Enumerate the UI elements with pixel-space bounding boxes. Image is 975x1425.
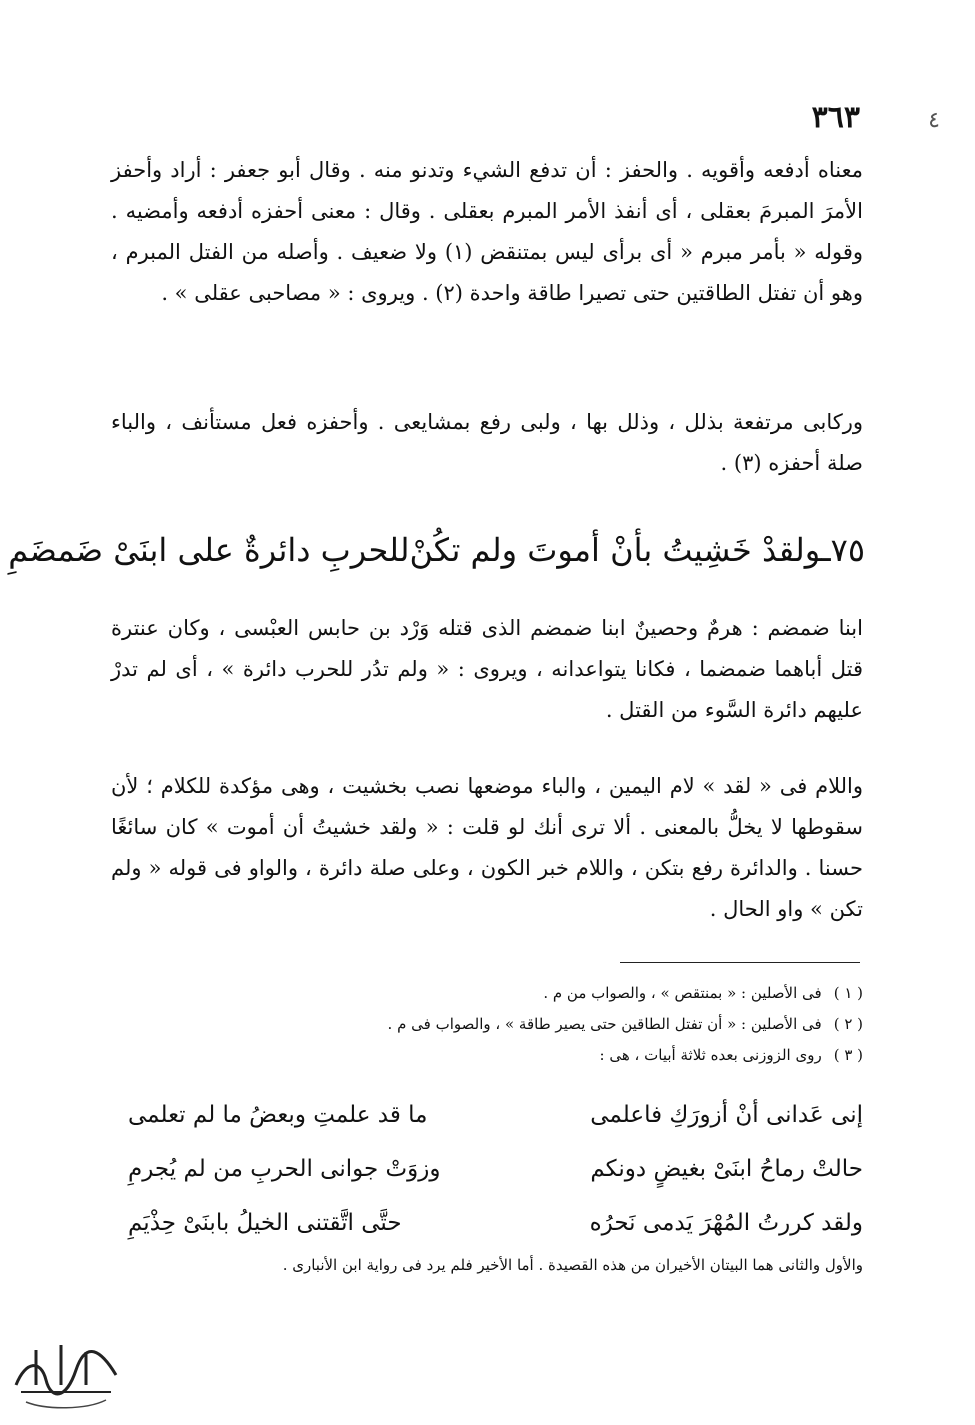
poem-line: [128, 1196, 863, 1250]
poem-left-hemistich: ما قد علمتِ وبعضُ ما لم تعلمى: [128, 1102, 428, 1128]
verse-line: [8, 520, 865, 580]
footnote-after-note: والأول والثانى هما البيتان الأخيران من هذه القصيدة . أما الأخير فلم يرد فى رواية ابن الأنبارى .: [282, 1256, 863, 1274]
commentary-paragraph: ابنا ضمضم : هرمٌ وحصينٌ ابنا ضمضم الذى قتله وَرْد بن حابس العبْسى ، وكان عنترة قتل أباهما ضمضما ، فكانا يتواعدانه ، ويروى : « ولم تدُر للحرب دائرة » ، أى لم تدرْ عليهم دائرة السَّوء من القتل .: [111, 616, 863, 722]
page-number: ٣٦٣: [811, 100, 860, 135]
footnote-poem: [128, 1088, 863, 1250]
poem-right-hemistich: ولقد كررتُ المُهْرَ يَدمى نَحرُه: [589, 1210, 863, 1236]
footnote: [123, 1040, 863, 1071]
corner-mark: ٤: [928, 108, 940, 133]
commentary-paragraph: معناه أدفعه وأقويه . والحفز : أن تدفع الشيء وتدنو منه . وقال أبو جعفر : أراد وأحفز الأمرَ المبرمَ بعقلى ، أى أنفذ الأمر المبرم بعقلى . وقال : معنى أحفزه أدفعه وأمضيه . وقوله « بأمر مبرم « أى برأى ليس بمتنقض (١) ولا ضعيف . وأصله من الفتل المبرم ، وهو أن تفتل الطاقتين حتى تصيرا طاقة واحدة (٢) . ويروى : « مصاحبى عقلى » .: [111, 158, 863, 305]
footnote-text: فى الأصلين : « أن تفتل الطاقين حتى يصير طاقة » ، والصواب فى م .: [387, 1015, 822, 1033]
footnote-number: ( ٣ ): [833, 1046, 863, 1064]
poem-line: [128, 1088, 863, 1142]
poem-left-hemistich: حتَّى اتَّقتنى الخيلُ بابنَىْ حِذْيَمِ: [128, 1210, 402, 1236]
footnote-text: فى الأصلين : « بمنتقص » ، والصواب من م .: [543, 984, 822, 1002]
footnote-number: ( ١ ): [833, 984, 863, 1002]
footnotes: [123, 978, 863, 1071]
footnote: [123, 1009, 863, 1040]
verse-first-hemistich: ٧٥ـولقدْ خَشِيتُ بأنْ أموتَ ولم تكُنْ: [409, 531, 865, 569]
commentary-paragraph: واللام فى « لقد » لام اليمين ، والباء موضعها نصب بخشيت ، وهى مؤكدة للكلام ؛ لأن سقوطها لا يخلُّ بالمعنى . ألا ترى أنك لو قلت : « ولقد خشيتُ أن أموت » كان سائغًا حسنا . والدائرة رفع بتكن ، واللام خبر الكون ، وعلى صلة دائرة ، والواو فى قوله « ولم تكن » واو الحال .: [111, 774, 863, 921]
stamp-logo: [6, 1330, 126, 1415]
poem-left-hemistich: وزوَتْ جوانى الحربِ من لم يُجرمِ: [128, 1156, 441, 1182]
footnote: [123, 978, 863, 1009]
footnote-number: ( ٢ ): [833, 1015, 863, 1033]
poem-right-hemistich: إنى عَدانى أنْ أزورَكِ فاعلمى: [590, 1102, 863, 1128]
poem-right-hemistich: حالتْ رماحُ ابنَىْ بغيضٍ دونكم: [590, 1156, 863, 1182]
commentary-paragraph: وركابى مرتفعة بذلل ، وذلل بها ، ولبى رفع بمشايعى . وأحفزه فعل مستأنف ، والباء صلة أحفزه (٣) .: [111, 410, 863, 475]
poem-line: [128, 1142, 863, 1196]
footnote-text: روى الزوزنى بعده ثلاثة أبيات ، هى :: [599, 1046, 822, 1064]
verse-number: ٧٥: [830, 531, 865, 569]
footnote-separator: [620, 962, 860, 963]
verse-second-hemistich: للحربِ دائرةٌ على ابنَىْ ضَمضَمِ: [8, 531, 410, 569]
